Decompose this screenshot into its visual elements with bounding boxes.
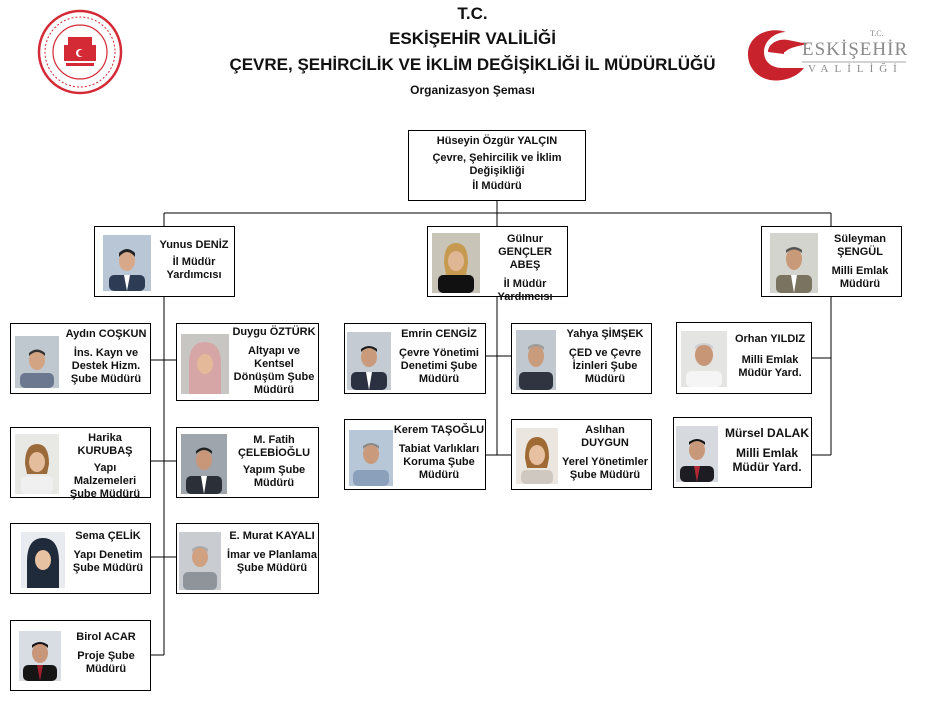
person-title: İmar ve Planlama Şube Müdürü [227,549,317,574]
person-title: Yerel Yönetimler Şube Müdürü [561,456,648,481]
person-name: Kerem TAŞOĞLU [393,424,485,436]
person-name: Orhan YILDIZ [734,333,806,345]
logo-tc-text: T.C. [870,29,884,38]
person-name: Harika KURUBAŞ [77,432,133,457]
person-photo [181,334,229,394]
director-name: Hüseyin Özgür YALÇIN [436,135,558,147]
person-photo [15,336,59,388]
person-photo [676,426,718,482]
person-name: Yunus DENİZ [159,239,229,251]
unit-card [176,323,319,401]
person-photo [432,233,480,293]
deputy-card [94,226,235,297]
unit-card [511,323,652,394]
logo-city-text: ESKİŞEHİR [802,39,909,60]
person-photo [21,532,65,588]
director-title: Çevre, Şehircilik ve İklim Değişikliği [432,152,562,177]
person-title: Çevre Yönetimi Denetimi Şube Müdürü [399,347,479,385]
deputy-card [427,226,568,303]
person-name: Birol ACAR [76,631,136,643]
unit-card [344,419,486,490]
director-box [408,130,586,201]
person-title: Altyapı ve Kentsel Dönüşüm Şube Müdürü [233,345,315,396]
unit-card [511,419,652,490]
person-name: Mürsel DALAK [724,426,809,440]
director-role: İl Müdürü [472,180,522,192]
header-tc: T.C. [457,4,488,23]
header-directorate: ÇEVRE, ŞEHİRCİLİK VE İKLİM DEĞİŞİKLİĞİ İL MÜDÜRLÜĞÜ [229,55,716,74]
person-title: ÇED ve Çevre İzinleri Şube Müdürü [568,347,642,385]
person-title: Milli Emlak Müdür Yard. [732,446,802,474]
person-title: Yapı Denetim Şube Müdürü [72,549,144,574]
unit-card [10,523,151,594]
person-photo [681,331,727,387]
person-title: Milli Emlak Müdürü [831,265,889,290]
person-name: Duygu ÖZTÜRK [232,326,316,338]
person-title: İns. Kayn ve Destek Hizm. Şube Müdürü [70,347,142,385]
person-name: Gülnur GENÇLER ABEŞ [498,233,552,271]
person-name: Yahya ŞİMŞEK [566,328,644,340]
person-title: Yapı Malzemeleri Şube Müdürü [69,462,141,500]
unit-card [10,620,151,691]
unit-card [676,322,812,394]
person-photo [181,434,227,494]
header-governorship: ESKİŞEHİR VALİLİĞİ [389,29,556,48]
unit-card [10,323,151,394]
person-name: Süleyman ŞENGÜL [834,233,886,258]
person-photo [516,428,558,484]
person-photo [15,434,59,494]
person-title: İl Müdür Yardımcısı [166,256,222,281]
unit-card [673,417,812,488]
unit-card [10,427,151,498]
person-title: Proje Şube Müdürü [77,650,135,675]
person-name: Aydın COŞKUN [65,328,147,340]
person-name: M. Fatih ÇELEBİOĞLU [237,434,311,459]
person-title: Milli Emlak Müdür Yard. [738,354,802,379]
person-photo [516,330,556,390]
chart-title: Organizasyon Şeması [410,83,535,97]
person-photo [19,631,61,681]
person-name: E. Murat KAYALI [229,530,315,542]
unit-card [176,427,319,498]
person-photo [770,233,818,293]
person-photo [179,532,221,590]
unit-card [344,323,486,394]
person-name: Emrin CENGİZ [401,328,477,340]
person-name: Sema ÇELİK [75,530,141,542]
person-photo [347,332,391,390]
person-title: Tabiat Varlıkları Koruma Şube Müdürü [398,443,480,481]
person-photo [103,235,151,291]
person-title: Yapım Şube Müdürü [242,464,306,489]
deputy-card [761,226,902,297]
person-photo [349,430,393,486]
person-title: İl Müdür Yardımcısı [497,278,553,303]
logo-office-text: VALİLİĞİ [808,63,903,75]
unit-card [176,523,319,594]
person-name: Aslıhan DUYGUN [581,424,629,449]
